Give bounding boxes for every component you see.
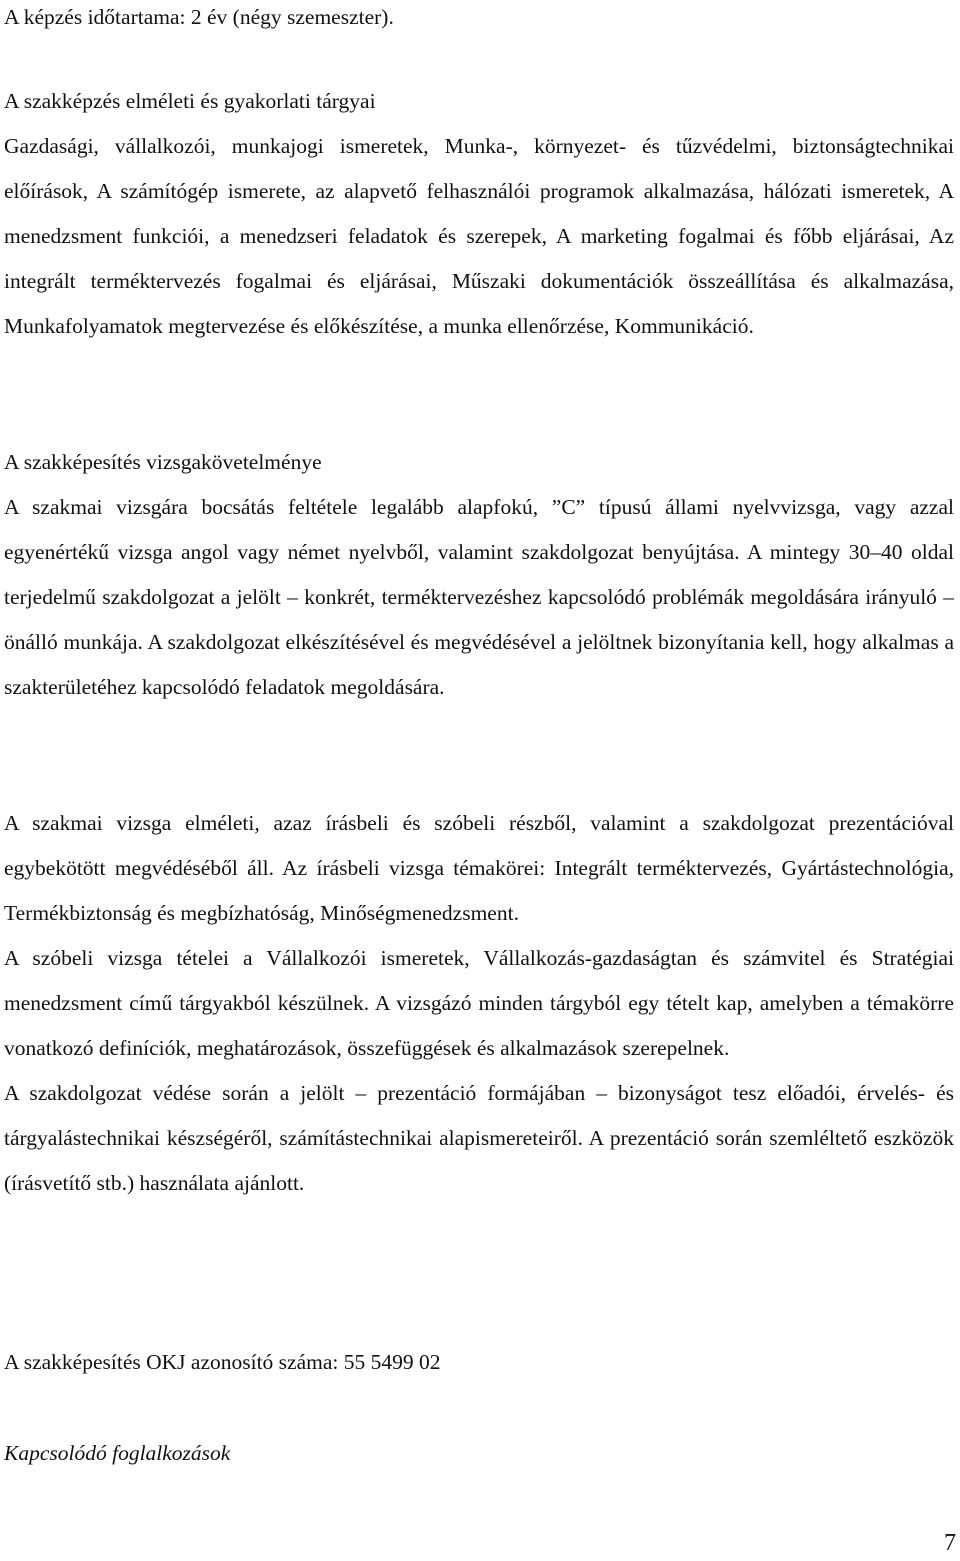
oral-exam-text: A szóbeli vizsga tételei a Vállalkozói ismeretek, Vállalkozás-gazdaságtan és számvitel és Stratégiai menedzsment című tárgyakból készülnek. A vizsgázó minden tárgyból egy tételt kap, amelyben a témakörre vonatkozó definíciók, meghatározások, összefüggések és alkalmazások szerepelnek. — [4, 946, 954, 1060]
exam-requirements-section — [4, 440, 954, 710]
exam-parts-section — [4, 801, 954, 1206]
written-exam-text: A szakmai vizsga elméleti, azaz írásbeli és szóbeli részből, valamint a szakdolgozat prezentációval egybekötött megvédéséből áll. Az írásbeli vizsga témakörei: Integrált terméktervezés, Gyártástechnológia, Termékbiztonság és megbízhatóság, Minőségmenedzsment. — [4, 811, 954, 925]
exam-requirements-heading: A szakképesítés vizsgakövetelménye — [4, 450, 322, 474]
training-duration: A képzés időtartama: 2 év (négy szemeszter). — [4, 5, 394, 29]
exam-requirements-text: A szakmai vizsgára bocsátás feltétele legalább alapfokú, ”C” típusú állami nyelvvizsga, vagy azzal egyenértékű vizsga angol vagy német nyelvből, valamint szakdolgozat benyújtása. A mintegy 30–40 oldal terjedelmű szakdolgozat a jelölt – konkrét, terméktervezéshez kapcsolódó problémák megoldására irányuló – önálló munkája. A szakdolgozat elkészítésével és megvédésével a jelöltnek bizonyítania kell, hogy alkalmas a szakterületéhez kapcsolódó feladatok megoldására. — [4, 495, 954, 699]
page-number: 7 — [944, 1530, 956, 1556]
subjects-heading: A szakképzés elméleti és gyakorlati tárgyai — [4, 89, 376, 113]
thesis-defense-text: A szakdolgozat védése során a jelölt – prezentáció formájában – bizonyságot tesz előadói, érvelés- és tárgyalástechnikai készségéről, számítástechnikai alapismereteiről. A prezentáció során szemléltető eszközök (írásvetítő stb.) használata ajánlott. — [4, 1081, 954, 1195]
okj-identifier: A szakképesítés OKJ azonosító száma: 55 5499 02 — [4, 1350, 441, 1374]
subjects-text: Gazdasági, vállalkozói, munkajogi ismeretek, Munka-, környezet- és tűzvédelmi, biztonságtechnikai előírások, A számítógép ismerete, az alapvető felhasználói programok alkalmazása, hálózati ismeretek, A menedzsment funkciói, a menedzseri feladatok és szerepek, A marketing fogalmai és főbb eljárásai, Az integrált terméktervezés fogalmai és eljárásai, Műszaki dokumentációk összeállítása és alkalmazása, Munkafolyamatok megtervezése és előkészítése, a munka ellenőrzése, Kommunikáció. — [4, 134, 954, 338]
subjects-section — [4, 79, 954, 349]
related-occupations-heading: Kapcsolódó foglalkozások — [4, 1441, 231, 1465]
